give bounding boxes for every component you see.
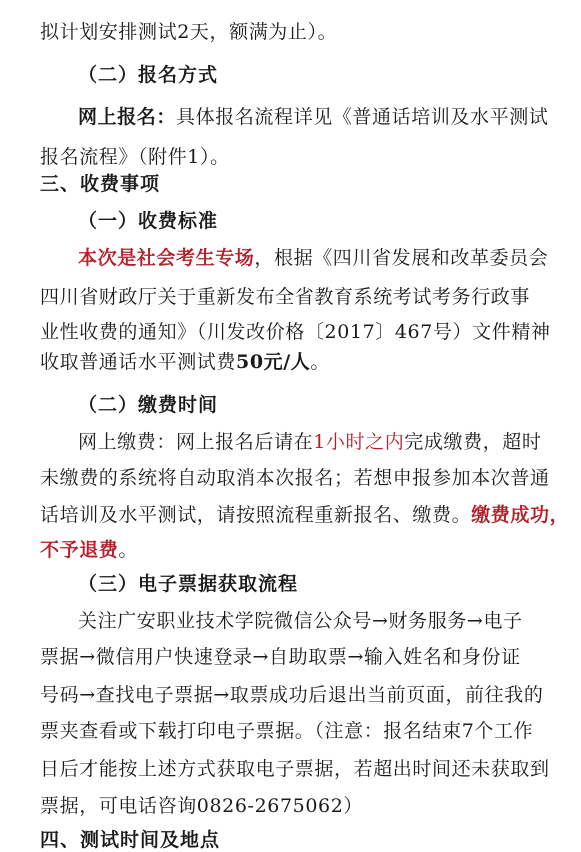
highlight-text: 本次是社会考生专场 — [78, 247, 255, 269]
paragraph-line — [40, 350, 560, 374]
text: 。 — [310, 351, 331, 373]
paragraph-line — [40, 645, 560, 669]
paragraph-line — [78, 609, 558, 633]
paragraph-line — [40, 20, 560, 44]
paragraph-line — [40, 538, 560, 562]
paragraph-line — [40, 794, 560, 818]
paragraph-line — [78, 105, 558, 129]
text: 。 — [118, 539, 139, 561]
text: 业性收费的通知》（川发改价格〔2017〕467号）文件精神 — [40, 321, 551, 343]
text: 票据，可电话咨询0826-2675062） — [40, 795, 363, 817]
text: 收取普通话水平测试费 — [40, 351, 237, 373]
text: 未缴费的系统将自动取消本次报名；若想申报参加本次普通 — [40, 467, 550, 489]
text: 票据→微信用户快速登录→自助取票→输入姓名和身份证 — [40, 646, 521, 668]
highlight-text: 不予退费 — [40, 539, 119, 561]
paragraph-line — [40, 757, 560, 781]
text: ，根据《四川省发展和改革委员会 — [254, 247, 549, 269]
section-heading-payment-time: （二）缴费时间 — [78, 394, 219, 416]
text: 报名流程》（附件1）。 — [40, 146, 230, 168]
paragraph-line — [40, 466, 560, 490]
text: 日后才能按上述方式获取电子票据，若超出时间还未获取到 — [40, 758, 550, 780]
paragraph-line — [78, 430, 558, 454]
highlight-text: 1小时之内 — [313, 431, 405, 453]
paragraph-line — [78, 246, 558, 270]
paragraph-line — [40, 683, 560, 707]
lead-label: 网上报名： — [78, 106, 177, 128]
section-heading-fee-standard: （一）收费标准 — [78, 210, 219, 232]
section-heading-registration-method: （二）报名方式 — [78, 64, 219, 86]
text: 拟计划安排测试2天，额满为止）。 — [40, 21, 338, 43]
text: 具体报名流程详见《普通话培训及水平测试 — [176, 106, 549, 128]
text: 号码→查找电子票据→取票成功后退出当前页面，前往我的 — [40, 684, 544, 706]
paragraph-line — [40, 285, 560, 309]
fee-amount: 50元/人 — [236, 351, 311, 373]
highlight-text: 缴费成功， — [471, 504, 570, 526]
text: 关注广安职业技术学院微信公众号→财务服务→电子 — [78, 610, 523, 632]
text: 话培训及水平测试，请按照流程重新报名、缴费。 — [40, 504, 472, 526]
text: 四川省财政厅关于重新发布全省教育系统考试考务行政事 — [40, 286, 531, 308]
section-heading-e-receipt: （三）电子票据获取流程 — [78, 573, 299, 595]
paragraph-line — [40, 320, 560, 344]
paragraph-line — [40, 719, 560, 743]
paragraph-line — [40, 145, 560, 169]
section-heading-test-time-location: 四、测试时间及地点 — [40, 829, 221, 851]
section-heading-fees: 三、收费事项 — [40, 173, 161, 195]
text: 完成缴费，超时 — [404, 431, 542, 453]
paragraph-line — [40, 503, 570, 527]
text: 票夹查看或下载打印电子票据。（注意：报名结束7个工作 — [40, 720, 534, 742]
text: 网上缴费：网上报名后请在 — [78, 431, 314, 453]
